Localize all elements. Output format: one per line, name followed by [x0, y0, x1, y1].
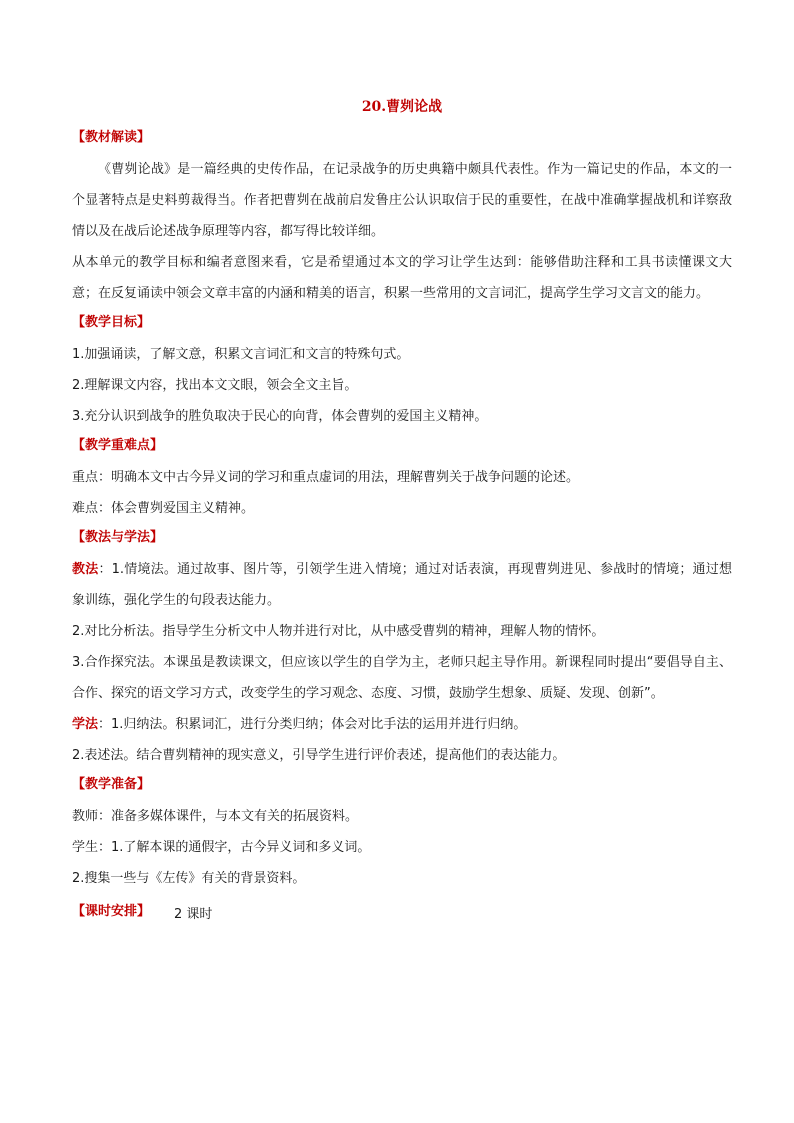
textbook-interpretation-paragraph-2: 从本单元的教学目标和编者意图来看，它是希望通过本文的学习让学生达到：能够借助注释和工具书读懂课文大意；在反复诵读中领会文章丰富的内涵和精美的语言，积累一些常用的文言词汇，提高学生学习文言文的能力。 — [72, 255, 732, 301]
teaching-method-1 — [72, 554, 732, 616]
textbook-interpretation-paragraph-1: 《曹刿论战》是一篇经典的史传作品，在记录战争的历史典籍中颇具代表性。作为一篇记史的作品，本文的一个显著特点是史料剪裁得当。作者把曹刿在战前启发鲁庄公认识取信于民的重要性，在战中准确掌握战机和详察敌情以及在战后论述战争原理等内容，都写得比较详细。 — [72, 162, 732, 239]
class-hours-row — [72, 898, 732, 926]
teaching-method-2: 2.对比分析法。指导学生分析文中人物并进行对比，从中感受曹刿的精神，理解人物的情怀。 — [72, 624, 605, 639]
teaching-method-3: 3.合作探究法。本课虽是教读课文，但应该以学生的自学为主，老师只起主导作用。新课程同时提出“要倡导自主、合作、探究的语文学习方式，改变学生的学习观念、态度、习惯，鼓励学生想象、质疑、发现、创新”。 — [72, 655, 732, 701]
learning-method-1-text: ：1.归纳法。积累词汇，进行分类归纳；体会对比手法的运用并进行归纳。 — [98, 717, 527, 732]
document-page — [72, 96, 732, 926]
section-heading-key-difficult-points: 【教学重难点】 — [72, 438, 164, 453]
objective-item-3: 3.充分认识到战争的胜负取决于民心的向背，体会曹刿的爱国主义精神。 — [72, 409, 488, 424]
objective-item-2: 2.理解课文内容，找出本文文眼，领会全文主旨。 — [72, 378, 358, 393]
difficult-point: 难点：体会曹刿爱国主义精神。 — [72, 501, 255, 516]
preparation-student-1: 学生：1.了解本课的通假字，古今异义词和多义词。 — [72, 840, 371, 855]
teaching-method-1-text: ：1.情境法。通过故事、图片等，引领学生进入情境；通过对话表演，再现曹刿进见、参战时的情境；通过想象训练，强化学生的句段表达能力。 — [72, 562, 732, 608]
document-title: 20.曹刿论战 — [361, 99, 443, 115]
objective-item-1: 1.加强诵读，了解文意，积累文言词汇和文言的特殊句式。 — [72, 347, 410, 362]
learning-method-1 — [72, 709, 732, 740]
preparation-student-2: 2.搜集一些与《左传》有关的背景资料。 — [72, 871, 306, 886]
section-heading-methods: 【教法与学法】 — [72, 530, 164, 545]
learning-method-label: 学法 — [72, 717, 99, 732]
class-hours-value: 2 课时 — [174, 906, 213, 922]
key-point: 重点：明确本文中古今异义词的学习和重点虚词的用法，理解曹刿关于战争问题的论述。 — [72, 470, 580, 485]
learning-method-2: 2.表述法。结合曹刿精神的现实意义，引导学生进行评价表述，提高他们的表达能力。 — [72, 748, 566, 763]
preparation-teacher: 教师：准备多媒体课件，与本文有关的拓展资料。 — [72, 809, 359, 824]
section-heading-textbook-interpretation: 【教材解读】 — [72, 130, 151, 145]
section-heading-class-hours: 【课时安排】 — [72, 904, 151, 919]
section-heading-teaching-objectives: 【教学目标】 — [72, 315, 151, 330]
teaching-method-label: 教法 — [72, 562, 99, 577]
section-heading-preparation: 【教学准备】 — [72, 777, 151, 792]
